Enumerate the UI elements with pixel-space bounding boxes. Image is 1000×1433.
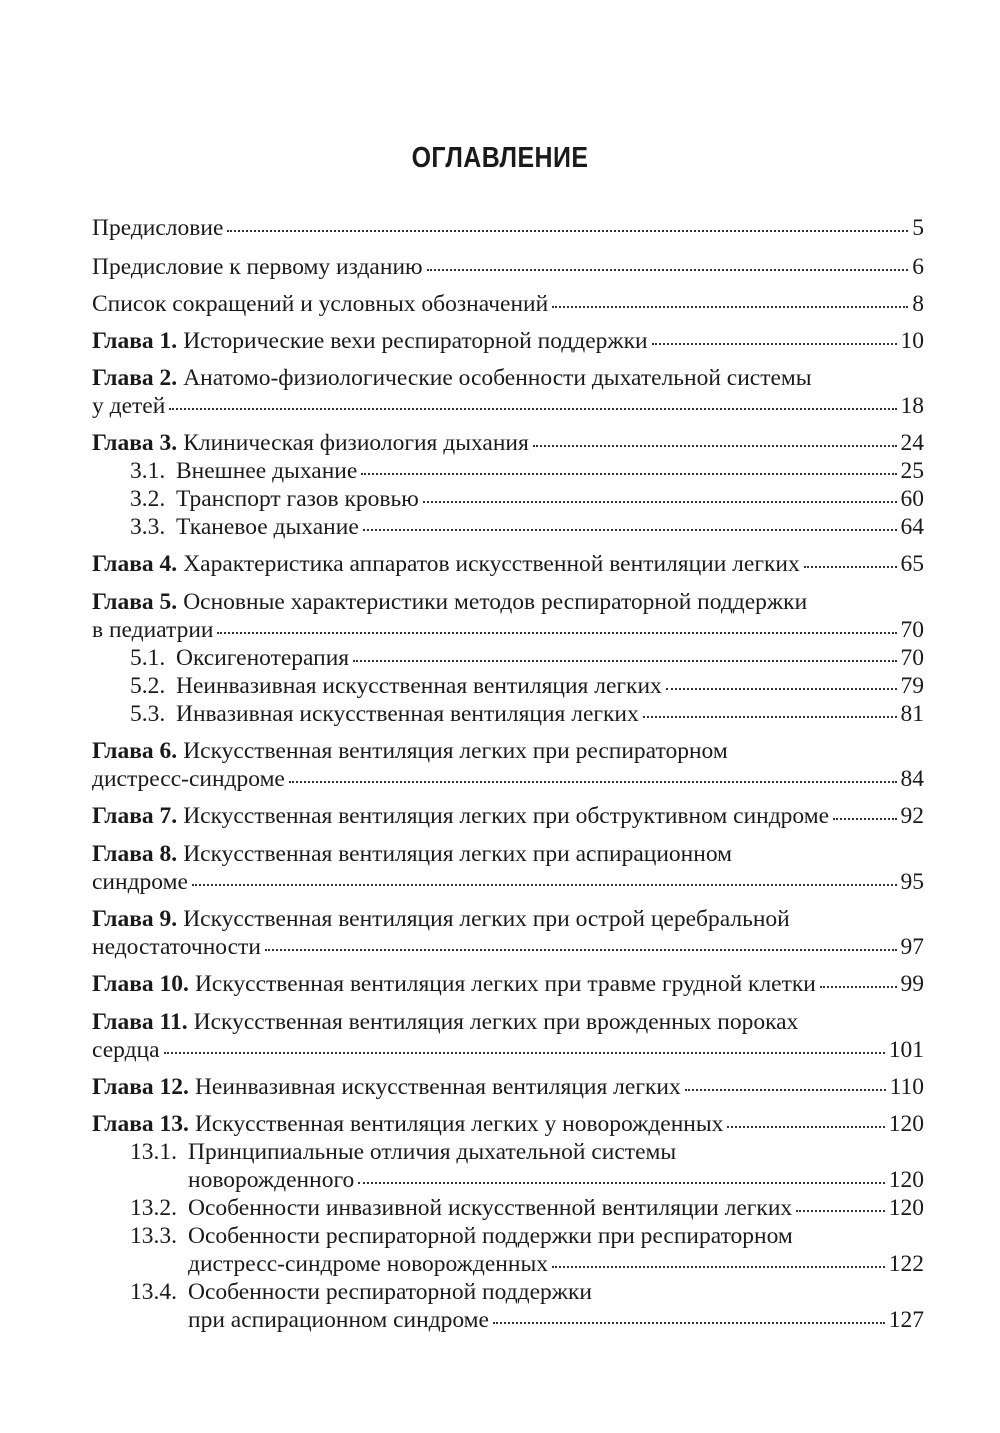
dot-leader xyxy=(358,1181,884,1184)
toc-entry-abbreviations[interactable] xyxy=(92,290,924,318)
chapter-label: Глава 12. xyxy=(92,1074,189,1100)
page-number: 110 xyxy=(889,1074,924,1100)
page-number: 122 xyxy=(888,1251,924,1277)
toc-entry-section-5-3[interactable] xyxy=(130,700,924,728)
entry-title: Искусственная вентиляция легких при аспирационном xyxy=(183,841,733,867)
entry-title: Анатомо-физиологические особенности дыхательной системы xyxy=(183,365,812,391)
page-number: 84 xyxy=(900,766,924,792)
entry-title: Неинвазивная искусственная вентиляция легких xyxy=(176,673,662,699)
entry-title: Клиническая физиология дыхания xyxy=(183,430,529,456)
entry-title: Оксигенотерапия xyxy=(176,645,350,671)
entry-title: Искусственная вентиляция легких при респираторном xyxy=(183,738,728,764)
page-number: 81 xyxy=(900,701,924,727)
toc-entry-chapter-7[interactable] xyxy=(92,802,924,830)
page-number: 10 xyxy=(900,328,924,354)
section-number: 13.1. xyxy=(130,1139,177,1165)
chapter-label: Глава 1. xyxy=(92,328,178,354)
dot-leader xyxy=(727,1125,884,1128)
chapter-label: Глава 13. xyxy=(92,1111,189,1137)
toc-entry-chapter-2-cont[interactable] xyxy=(92,392,924,420)
dot-leader xyxy=(227,229,908,232)
toc-entry-section-13-4-cont[interactable] xyxy=(188,1306,924,1334)
chapter-label: Глава 3. xyxy=(92,430,178,456)
entry-title-cont: сердца xyxy=(92,1037,160,1063)
toc-entry-chapter-5-cont[interactable] xyxy=(92,616,924,644)
chapter-label: Глава 5. xyxy=(92,589,178,615)
dot-leader xyxy=(427,268,909,271)
toc-entry-chapter-11-cont[interactable] xyxy=(92,1036,924,1064)
page-number: 97 xyxy=(900,934,924,960)
toc-entry-section-13-3-cont[interactable] xyxy=(188,1250,924,1278)
chapter-label: Глава 6. xyxy=(92,738,178,764)
page-number: 65 xyxy=(900,551,924,577)
toc-entry-chapter-8-cont[interactable] xyxy=(92,868,924,896)
toc-entry-section-5-2[interactable] xyxy=(130,672,924,700)
page-number: 5 xyxy=(912,215,924,241)
toc-entry-chapter-6-cont[interactable] xyxy=(92,765,924,793)
toc-entry-chapter-11[interactable] xyxy=(92,1008,924,1036)
entry-title: Транспорт газов кровью xyxy=(176,486,419,512)
dot-leader xyxy=(265,948,897,951)
dot-leader xyxy=(804,565,897,568)
dot-leader xyxy=(361,472,896,475)
entry-title: Список сокращений и условных обозначений xyxy=(92,291,549,317)
toc-entry-chapter-3[interactable] xyxy=(92,429,924,457)
page-number: 92 xyxy=(900,803,924,829)
toc-entry-chapter-8[interactable] xyxy=(92,840,924,868)
entry-title-cont: новорожденного xyxy=(188,1167,355,1193)
entry-title: Характеристика аппаратов искусственной вентиляции легких xyxy=(183,551,800,577)
page-number: 64 xyxy=(900,514,924,540)
page-number: 70 xyxy=(900,645,924,671)
section-number: 5.3. xyxy=(130,701,166,727)
toc-entry-section-3-3[interactable] xyxy=(130,513,924,541)
entry-title-cont: в педиатрии xyxy=(92,617,214,643)
toc-entry-section-13-3[interactable] xyxy=(130,1222,924,1250)
dot-leader xyxy=(820,985,897,988)
dot-leader xyxy=(169,407,896,410)
section-number: 13.3. xyxy=(130,1223,177,1249)
toc-entry-section-13-1[interactable] xyxy=(130,1138,924,1166)
entry-title: Основные характеристики методов респираторной поддержки xyxy=(183,589,808,615)
toc-entry-chapter-9[interactable] xyxy=(92,905,924,933)
section-number: 3.3. xyxy=(130,514,166,540)
entry-title: Неинвазивная искусственная вентиляция легких xyxy=(194,1074,681,1100)
entry-title: Искусственная вентиляция легких при острой церебральной xyxy=(183,906,790,932)
page-number: 120 xyxy=(888,1195,924,1221)
chapter-label: Глава 11. xyxy=(92,1009,188,1035)
dot-leader xyxy=(685,1088,886,1091)
dot-leader xyxy=(289,780,897,783)
dot-leader xyxy=(164,1051,885,1054)
entry-title: Особенности респираторной поддержки при респираторном xyxy=(188,1223,793,1249)
toc-entry-chapter-1[interactable] xyxy=(92,327,924,355)
dot-leader xyxy=(533,444,897,447)
page-number: 95 xyxy=(900,869,924,895)
toc-entry-chapter-2[interactable] xyxy=(92,364,924,392)
entry-title-cont: недостаточности xyxy=(92,934,261,960)
entry-title: Инвазивная искусственная вентиляция легких xyxy=(176,701,639,727)
page-number: 60 xyxy=(900,486,924,512)
dot-leader xyxy=(643,715,897,718)
toc-entry-chapter-12[interactable] xyxy=(92,1073,924,1101)
dot-leader xyxy=(353,659,896,662)
toc-entry-chapter-5[interactable] xyxy=(92,588,924,616)
chapter-label: Глава 9. xyxy=(92,906,178,932)
toc-entry-section-13-1-cont[interactable] xyxy=(188,1166,924,1194)
entry-title: Искусственная вентиляция легких при врожденных пороках xyxy=(193,1009,799,1035)
chapter-label: Глава 7. xyxy=(92,803,178,829)
entry-title: Особенности инвазивной искусственной вентиляции легких xyxy=(188,1195,793,1221)
page-number: 70 xyxy=(900,617,924,643)
toc-entry-section-3-1[interactable] xyxy=(130,457,924,485)
section-number: 13.2. xyxy=(130,1195,177,1221)
page-number: 99 xyxy=(900,971,924,997)
page-number: 25 xyxy=(900,458,924,484)
page-number: 6 xyxy=(912,254,924,280)
dot-leader xyxy=(217,631,896,634)
entry-title: Предисловие xyxy=(92,215,224,241)
toc-entry-chapter-4[interactable] xyxy=(92,550,924,578)
chapter-label: Глава 8. xyxy=(92,841,178,867)
entry-title: Принципиальные отличия дыхательной системы xyxy=(188,1139,677,1165)
dot-leader xyxy=(552,1265,885,1268)
dot-leader xyxy=(363,528,897,531)
page-number: 120 xyxy=(888,1167,924,1193)
toc-entry-section-3-2[interactable] xyxy=(130,485,924,513)
toc-entry-preface-first-edition[interactable] xyxy=(92,253,924,281)
dot-leader xyxy=(552,305,908,308)
page-number: 127 xyxy=(888,1307,924,1333)
entry-title: Тканевое дыхание xyxy=(176,514,359,540)
toc-entry-section-13-4[interactable] xyxy=(130,1278,924,1306)
entry-title: Искусственная вентиляция легких у новорожденных xyxy=(194,1111,724,1137)
page-number: 79 xyxy=(900,673,924,699)
toc-entry-section-5-1[interactable] xyxy=(130,644,924,672)
page-title: ОГЛАВЛЕНИЕ xyxy=(411,142,589,174)
section-number: 13.4. xyxy=(130,1279,177,1305)
chapter-label: Глава 4. xyxy=(92,551,178,577)
chapter-label: Глава 2. xyxy=(92,365,178,391)
toc-entry-section-13-2[interactable] xyxy=(130,1194,924,1222)
section-number: 5.1. xyxy=(130,645,166,671)
section-number: 3.1. xyxy=(130,458,166,484)
dot-leader xyxy=(833,817,896,820)
entry-title-cont: у детей xyxy=(92,393,166,419)
entry-title-cont: при аспирационном синдроме xyxy=(188,1307,489,1333)
entry-title-cont: синдроме xyxy=(92,869,188,895)
section-number: 3.2. xyxy=(130,486,166,512)
dot-leader xyxy=(666,687,897,690)
entry-title: Особенности респираторной поддержки xyxy=(188,1279,592,1305)
dot-leader xyxy=(493,1321,885,1324)
toc-entry-chapter-10[interactable] xyxy=(92,970,924,998)
dot-leader xyxy=(423,500,897,503)
page-number: 120 xyxy=(888,1111,924,1137)
entry-title-cont: дистресс-синдроме xyxy=(92,766,285,792)
toc-entry-chapter-9-cont[interactable] xyxy=(92,933,924,961)
entry-title-cont: дистресс-синдроме новорожденных xyxy=(188,1251,548,1277)
toc-entry-preface[interactable] xyxy=(92,214,924,242)
entry-title: Искусственная вентиляция легких при травме грудной клетки xyxy=(194,971,816,997)
page-number: 18 xyxy=(900,393,924,419)
page-number: 24 xyxy=(900,430,924,456)
page-number: 8 xyxy=(912,291,924,317)
section-number: 5.2. xyxy=(130,673,166,699)
entry-title: Исторические вехи респираторной поддержки xyxy=(183,328,648,354)
dot-leader xyxy=(796,1209,885,1212)
entry-title: Искусственная вентиляция легких при обструктивном синдроме xyxy=(183,803,830,829)
toc-entry-chapter-6[interactable] xyxy=(92,737,924,765)
dot-leader xyxy=(652,342,897,345)
entry-title: Предисловие к первому изданию xyxy=(92,254,423,280)
page-number: 101 xyxy=(888,1037,924,1063)
dot-leader xyxy=(192,883,897,886)
entry-title: Внешнее дыхание xyxy=(176,458,358,484)
chapter-label: Глава 10. xyxy=(92,971,189,997)
toc-entry-chapter-13[interactable] xyxy=(92,1110,924,1138)
